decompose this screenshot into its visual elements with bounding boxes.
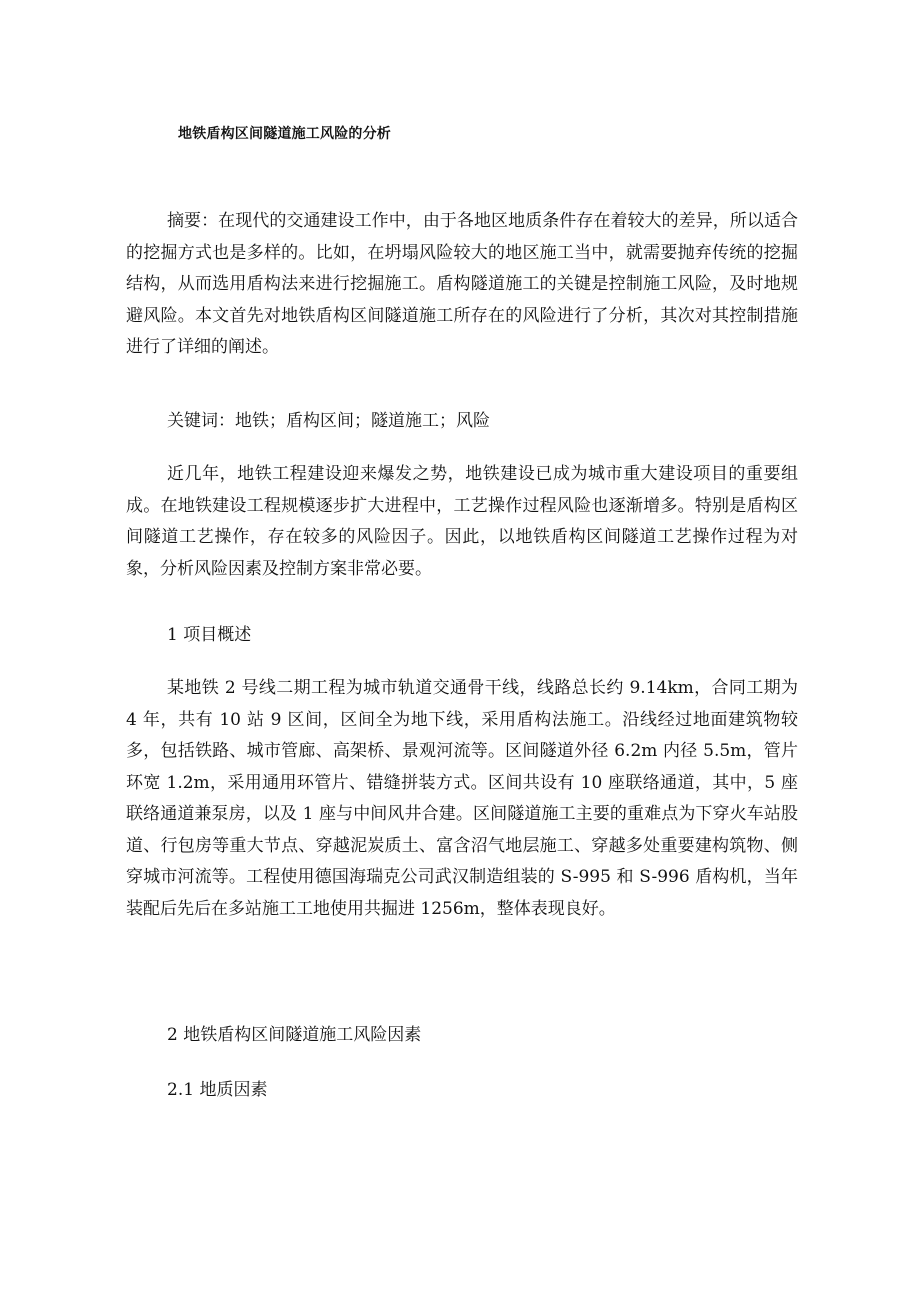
section-2-1-heading: 2.1 地质因素 (167, 1080, 268, 1100)
section-1-body: 某地铁 2 号线二期工程为城市轨道交通骨干线，线路总长约 9.14km，合同工期为 4 年，共有 10 站 9 区间，区间全为地下线，采用盾构法施工。沿线经过地面建筑物较多，包括铁路、城市管廊、高架桥、景观河流等。区间隧道外径 6.2m 内径 5.5m，管片环宽 1.2m，采用通用环管片、错缝拼装方式。区间共设有 10 座联络通道，其中，5 座联络通道兼泵房，以及 1 座与中间风井合建。区间隧道施工主要的重难点为下穿火车站股道、行包房等重大节点、穿越泥炭质土、富含沼气地层施工、穿越多处重要建构筑物、侧穿城市河流等。工程使用德国海瑞克公司武汉制造组装的 S-995 和 S-996 盾构机，当年装配后先后在多站施工工地使用共掘进 1256m，整体表现良好。 (126, 678, 798, 919)
document-title: 地铁盾构区间隧道施工风险的分析 (178, 126, 391, 142)
section-2-heading: 2 地铁盾构区间隧道施工风险因素 (167, 1025, 422, 1045)
keywords-paragraph: 关键词：地铁；盾构区间；隧道施工；风险 (167, 411, 490, 431)
intro-paragraph: 近几年，地铁工程建设迎来爆发之势，地铁建设已成为城市重大建设项目的重要组成。在地铁建设工程规模逐步扩大进程中，工艺操作过程风险也逐渐增多。特别是盾构区间隧道工艺操作，存在较多的风险因子。因此，以地铁盾构区间隧道工艺操作过程为对象，分析风险因素及控制方案非常必要。 (126, 464, 798, 579)
abstract-paragraph: 摘要：在现代的交通建设工作中，由于各地区地质条件存在着较大的差异，所以适合的挖掘方式也是多样的。比如，在坍塌风险较大的地区施工当中，就需要抛弃传统的挖掘结构，从而选用盾构法来进行挖掘施工。盾构隧道施工的关键是控制施工风险，及时地规避风险。本文首先对地铁盾构区间隧道施工所存在的风险进行了分析，其次对其控制措施进行了详细的阐述。 (126, 211, 798, 357)
section-1-heading: 1 项目概述 (167, 625, 252, 645)
